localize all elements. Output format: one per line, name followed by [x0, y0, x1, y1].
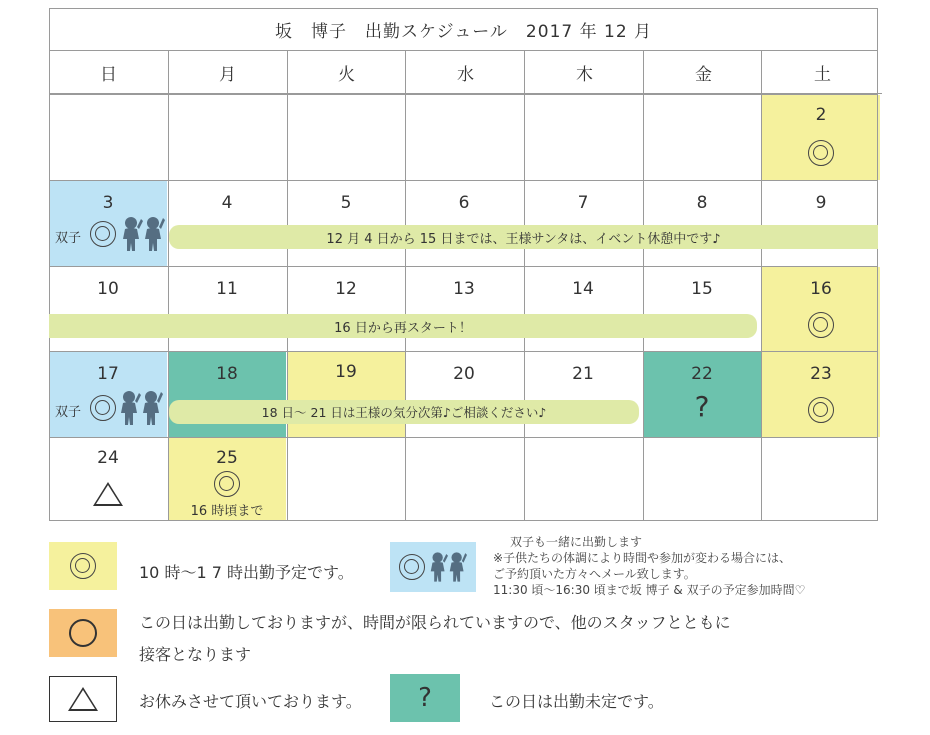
weekday-sat: 土: [763, 51, 882, 94]
double-circle-icon: [70, 553, 96, 579]
twins-label: 双子: [55, 405, 82, 420]
day-cell-15: [643, 267, 761, 352]
day-number: 8: [696, 193, 708, 213]
day-cell-8: [643, 181, 761, 266]
double-circle-icon: [399, 554, 425, 580]
legend-triangle-text: お休みさせて頂いております。: [139, 692, 362, 711]
double-circle-icon: [214, 471, 240, 497]
grid-line: [49, 94, 878, 95]
day-number: 18: [216, 364, 238, 384]
legend-circle-swatch: [49, 609, 117, 657]
day-number: 19: [335, 362, 357, 382]
event-banner-week2: 12 月 4 日から 15 日までは、王様サンタは、イベント休憩中です♪: [169, 225, 878, 249]
twins-note-line: ※子供たちの体調により時間や参加が変わる場合には、: [493, 551, 792, 565]
legend-double-circle-text: 10 時～1 7 時出勤予定です。: [139, 563, 354, 582]
twins-silhouette-icon: [121, 215, 165, 253]
weekday-sun: 日: [49, 51, 168, 94]
twins-silhouette-icon: [429, 550, 467, 584]
day-cell-23: [762, 352, 880, 437]
weekday-mon: 月: [168, 51, 287, 94]
day-number: 24: [97, 448, 119, 468]
day-cell-5: [287, 181, 405, 266]
day-cell-25: [168, 438, 286, 521]
day-note: 16 時頃まで: [190, 504, 264, 519]
day-number: 16: [810, 279, 832, 299]
day-number: 3: [102, 193, 114, 213]
day-cell-2: [762, 95, 880, 180]
day-cell-20: [405, 352, 523, 437]
legend-question-swatch: ?: [390, 674, 460, 722]
day-cell-4: [168, 181, 286, 266]
triangle-icon: [93, 482, 123, 506]
double-circle-icon: [808, 140, 834, 166]
day-cell-22: [643, 352, 761, 437]
day-cell-9: [762, 181, 880, 266]
day-number: 21: [572, 364, 594, 384]
weekday-wed: 水: [406, 51, 525, 94]
day-cell-16: [762, 267, 880, 352]
day-cell-24: [49, 438, 167, 523]
day-cell-6: [405, 181, 523, 266]
day-number: 7: [577, 193, 589, 213]
day-number: 13: [453, 279, 475, 299]
question-mark: ?: [694, 390, 710, 423]
double-circle-icon: [90, 395, 116, 421]
legend-circle-text-line1: この日は出勤しておりますが、時間が限られていますので、他のスタッフとともに: [139, 613, 731, 632]
day-cell-7: [524, 181, 642, 266]
day-number: 6: [458, 193, 470, 213]
day-number: 14: [572, 279, 594, 299]
event-banner-week3: 16 日から再スタート！: [49, 314, 757, 338]
twins-note-line: 11:30 頃～16:30 頃まで坂 博子 & 双子の予定参加時間♡: [493, 583, 806, 597]
day-cell-18: [168, 352, 286, 437]
day-cell-14: [524, 267, 642, 352]
day-number: 20: [453, 364, 475, 384]
day-number: 4: [221, 193, 233, 213]
day-cell-10: [49, 267, 167, 352]
day-cell-13: [405, 267, 523, 352]
day-cell-12: [287, 267, 405, 352]
day-cell-11: [168, 267, 286, 352]
weekday-tue: 火: [287, 51, 406, 94]
day-number: 22: [691, 364, 713, 384]
twins-note-line: 双子も一緒に出勤します: [510, 535, 643, 549]
twins-note-line: ご予約頂いた方々へメール致します。: [493, 567, 696, 581]
day-number: 9: [815, 193, 827, 213]
legend-circle-text-line2: 接客となります: [139, 645, 252, 664]
day-cell-19: [287, 352, 405, 437]
calendar-title: 坂 博子 出勤スケジュール 2017 年 12 月: [49, 8, 878, 51]
event-banner-week4: 18 日～ 21 日は王様の気分次第♪ご相談ください♪: [169, 400, 639, 424]
day-number: 25: [216, 448, 238, 468]
day-cell-3: [49, 181, 167, 266]
day-number: 23: [810, 364, 832, 384]
double-circle-icon: [808, 397, 834, 423]
day-cell-21: [524, 352, 642, 437]
circle-icon: [69, 619, 97, 647]
double-circle-icon: [90, 221, 116, 247]
triangle-icon: [68, 687, 98, 711]
legend-question-text: この日は出勤未定です。: [489, 692, 664, 711]
weekday-fri: 金: [644, 51, 763, 94]
day-number: 5: [340, 193, 352, 213]
day-number: 2: [815, 105, 827, 125]
legend-double-circle-swatch: [49, 542, 117, 590]
day-number: 11: [216, 279, 238, 299]
legend-twins-swatch: [390, 542, 476, 592]
day-number: 17: [97, 364, 119, 384]
weekday-thu: 木: [525, 51, 644, 94]
twins-silhouette-icon: [119, 389, 163, 427]
twins-label: 双子: [55, 231, 82, 246]
day-number: 15: [691, 279, 713, 299]
double-circle-icon: [808, 312, 834, 338]
day-cell-17: [49, 352, 167, 437]
legend-triangle-swatch: [49, 676, 117, 722]
day-number: 12: [335, 279, 357, 299]
day-number: 10: [97, 279, 119, 299]
